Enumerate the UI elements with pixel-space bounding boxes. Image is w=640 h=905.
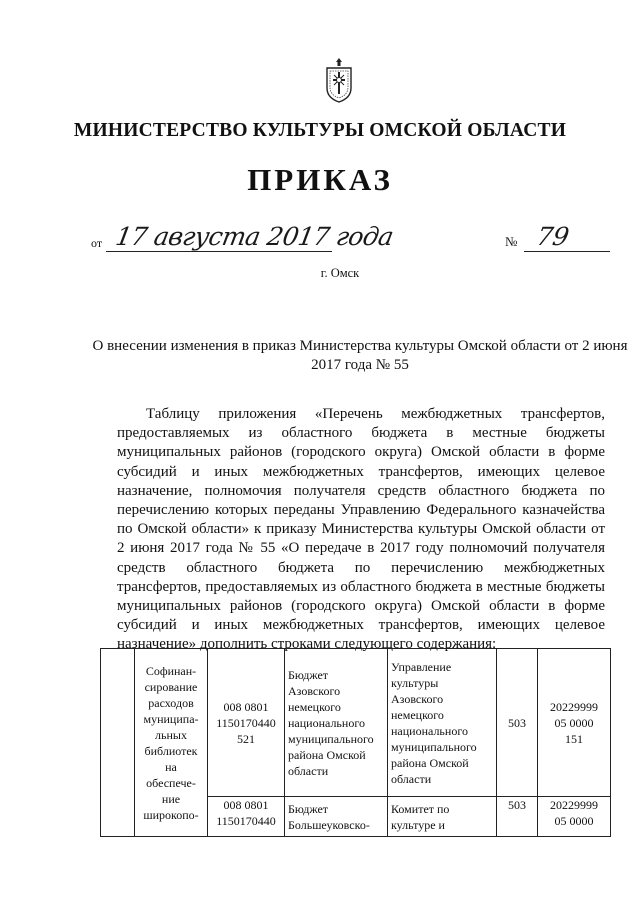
ministry-name: МИНИСТЕРСТВО КУЛЬТУРЫ ОМСКОЙ ОБЛАСТИ [73, 120, 567, 141]
table-cell-account [538, 649, 611, 797]
table-cell-kbk [208, 649, 285, 797]
purpose-text: Софинан- сирование расходов муниципа- льных библиотек на обеспече- ние широкопо- [143, 663, 199, 822]
handwritten-date: 17 августа 2017 года [113, 222, 396, 251]
budget-text: Бюджет Азовского немецкого национального муниципального района Омской области [288, 667, 374, 778]
number-prefix: № [505, 234, 518, 249]
kbk-text: 008 0801 1150170440 [216, 798, 276, 828]
code-text: 503 [508, 715, 526, 730]
table-cell-recipient [388, 649, 497, 797]
table-cell-recipient [388, 797, 497, 837]
table-cell-kbk [208, 797, 285, 837]
table-cell-number [101, 649, 135, 837]
account-text: 20229999 05 0000 [550, 798, 598, 828]
table-cell-budget [285, 797, 388, 837]
table-cell-code [497, 649, 538, 797]
table-cell-code [497, 797, 538, 837]
date-underline [106, 251, 332, 252]
coat-of-arms-icon [324, 56, 354, 104]
kbk-text: 008 0801 1150170440 521 [216, 699, 276, 746]
number-underline [524, 251, 610, 252]
recipient-text: Управление культуры Азовского немецкого национального муниципального района Омской области [391, 659, 477, 786]
table-cell-account [538, 797, 611, 837]
recipient-text: Комитет по культуре и [391, 801, 450, 832]
city-label: г. Омск [320, 266, 360, 280]
code-text: 503 [508, 798, 526, 812]
document-type-title: ПРИКАЗ [247, 162, 393, 197]
appendix-table [100, 648, 611, 837]
handwritten-number: 79 [534, 222, 572, 251]
order-body-paragraph: Таблицу приложения «Перечень межбюджетных трансфертов, предоставляемых из областного бюджета в местные бюджеты муниципальных районов (городского округа) Омской области в форме субсидий и иных межбюджетных трансфертов, имеющих целевое назначение, полномочия получателя средств областного бюджета по перечислению которых переданы Управлению Федерального казначейства по Омской области» к приказу Министерства культуры Омской области от 2 июня 2017 года № 55 «О передаче в 2017 году полномочий получателя средств областного бюджета по перечислению межбюджетных трансфертов, предоставляемых из областного бюджета в местные бюджеты муниципальных районов (городского округа) Омской области в форме субсидий и иных межбюджетных трансфертов, имеющих целевое назначение» дополнить строками следующего содержания: [117, 406, 605, 653]
account-text: 20229999 05 0000 151 [550, 699, 598, 746]
date-prefix: от [91, 236, 103, 250]
budget-text: Бюджет Большеуковско- [288, 801, 370, 832]
table-cell-purpose [135, 649, 208, 837]
table-cell-budget [285, 649, 388, 797]
table-row [101, 649, 611, 797]
order-subject: О внесении изменения в приказ Министерства культуры Омской области от 2 июня 2017 года № 55 [92, 338, 628, 373]
